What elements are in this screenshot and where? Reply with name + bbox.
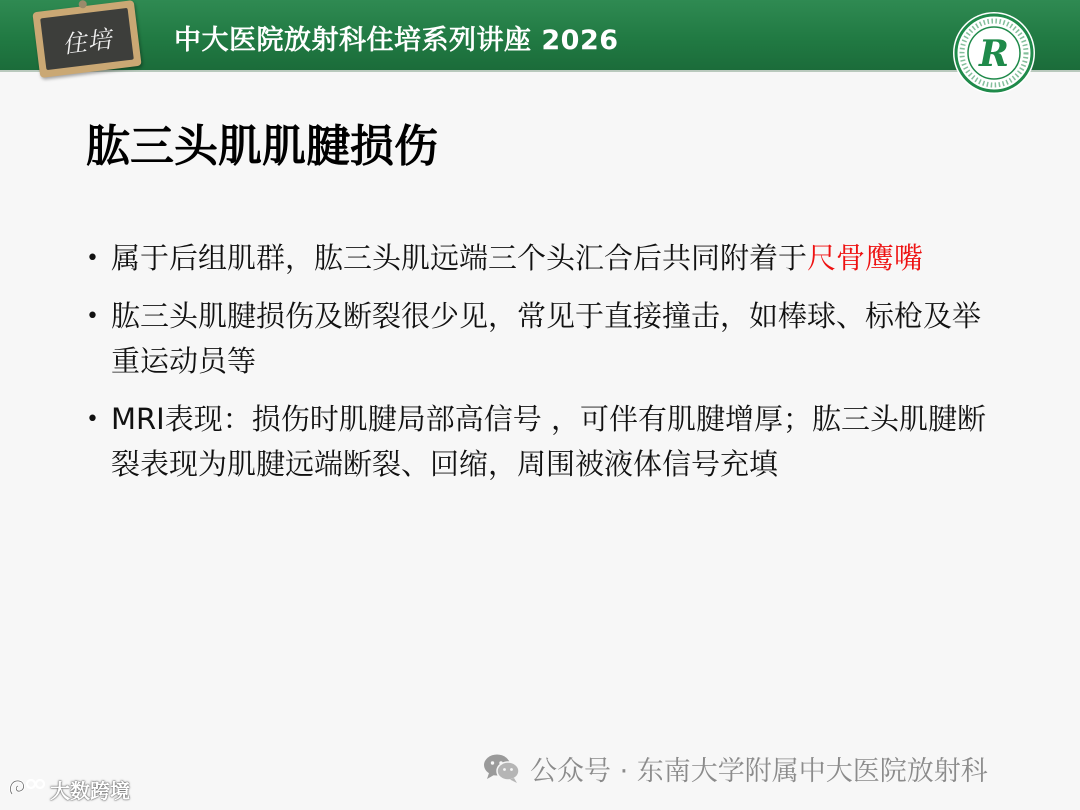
bullet-item bbox=[86, 236, 1006, 281]
watermark bbox=[6, 772, 130, 806]
bullet-text: MRI表现：损伤时肌腱局部高信号 ，可伴有肌腱增厚；肱三头肌腱断裂表现为肌腱远端断裂、回缩，周围被液体信号充填 bbox=[111, 402, 986, 481]
badge-text: 住培 bbox=[60, 24, 114, 59]
bullet-text: 属于后组肌群，肱三头肌远端三个头汇合后共同附着于 bbox=[111, 241, 808, 275]
bullet-highlight: 尺骨鹰嘴 bbox=[807, 241, 924, 275]
bullet-dot-icon: • bbox=[86, 246, 99, 271]
hospital-logo-icon bbox=[952, 11, 1036, 95]
bullet-text: 肱三头肌腱损伤及断裂很少见，常见于直接撞击，如棒球、标枪及举重运动员等 bbox=[111, 299, 982, 378]
bullet-item bbox=[86, 294, 1006, 384]
footer-text: 公众号 · 东南大学附属中大医院放射科 bbox=[530, 755, 988, 787]
watermark-text: 大数跨境 bbox=[50, 778, 130, 803]
cyclone-icon bbox=[6, 776, 46, 802]
footer-attribution bbox=[482, 746, 988, 790]
slide-title: 肱三头肌肌腱损伤 bbox=[86, 121, 438, 172]
header-bar bbox=[0, 0, 1080, 72]
bullet-item bbox=[86, 397, 1006, 487]
header-title: 中大医院放射科住培系列讲座 2026 bbox=[174, 25, 619, 56]
bullet-dot-icon: • bbox=[86, 407, 99, 432]
logo-letter: R bbox=[979, 33, 1009, 75]
wechat-icon bbox=[482, 752, 522, 784]
bullet-dot-icon: • bbox=[86, 304, 99, 329]
chalkboard-badge bbox=[32, 0, 141, 78]
bullet-list bbox=[86, 236, 1006, 500]
